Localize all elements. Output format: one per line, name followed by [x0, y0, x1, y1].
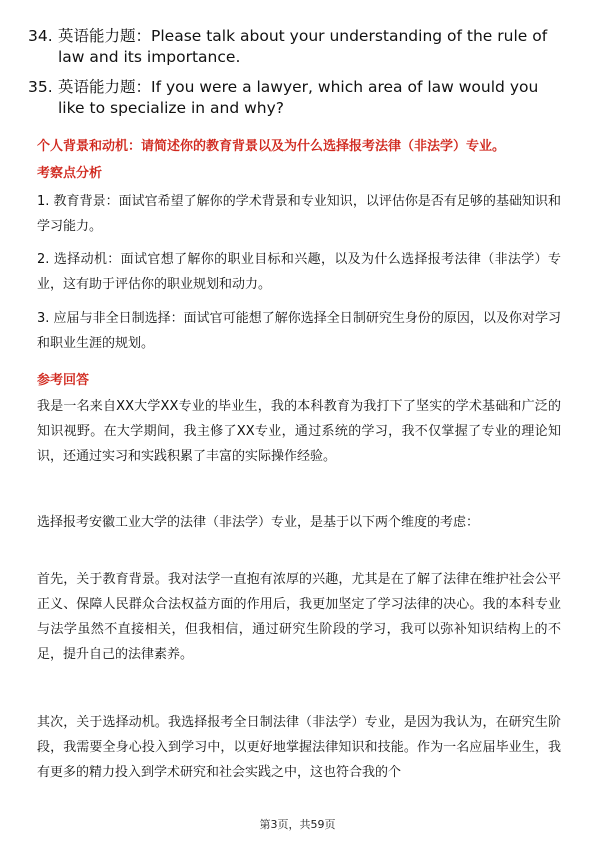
question-text-line1: 英语能力题：Please talk about your understanding of the rule of [58, 27, 548, 45]
analysis-point-3: 3. 应届与非全日制选择：面试官可能想了解你选择全日制研究生身份的原因，以及你对学习和职业生涯的规划。 [37, 311, 561, 351]
section-question: 个人背景和动机：请简述你的教育背景以及为什么选择报考法律（非法学）专业。 [37, 139, 506, 154]
analysis-point-1: 1. 教育背景：面试官希望了解你的学术背景和专业知识，以评估你是否有足够的基础知识和学习能力。 [37, 194, 561, 234]
answer-paragraph-1: 我是一名来自XX大学XX专业的毕业生，我的本科教育为我打下了坚实的学术基础和广泛的知识视野。在大学期间，我主修了XX专业，通过系统的学习，我不仅掌握了专业的理论知识，还通过实习和实践积累了丰富的实际操作经验。 [37, 399, 561, 464]
analysis-point-2: 2. 选择动机：面试官想了解你的职业目标和兴趣，以及为什么选择报考法律（非法学）专业，这有助于评估你的职业规划和动力。 [37, 252, 561, 292]
question-35 [28, 77, 568, 119]
question-number: 34. [28, 27, 53, 45]
question-text-line2: like to specialize in and why? [58, 99, 285, 117]
answer-paragraph-4: 其次，关于选择动机。我选择报考全日制法律（非法学）专业，是因为我认为，在研究生阶段，我需要全身心投入到学习中，以更好地掌握法律知识和技能。作为一名应届毕业生，我有更多的精力投入到学术研究和社会实践之中，这也符合我的个 [37, 715, 561, 780]
question-text-line1: 英语能力题：If you were a lawyer, which area of law would you [58, 78, 539, 96]
question-number: 35. [28, 78, 53, 96]
answer-paragraph-2: 选择报考安徽工业大学的法律（非法学）专业，是基于以下两个维度的考虑： [37, 515, 480, 530]
answer-heading: 参考回答 [37, 373, 90, 388]
question-text-line2: law and its importance. [58, 48, 241, 66]
page-footer: 第3页，共59页 [259, 818, 336, 831]
answer-paragraph-3: 首先，关于教育背景。我对法学一直抱有浓厚的兴趣，尤其是在了解了法律在维护社会公平正义、保障人民群众合法权益方面的作用后，我更加坚定了学习法律的决心。我的本科专业与法学虽然不直接相关，但我相信，通过研究生阶段的学习，我可以弥补知识结构上的不足，提升自己的法律素养。 [37, 572, 561, 662]
analysis-heading: 考察点分析 [37, 166, 103, 181]
question-34 [28, 26, 568, 68]
